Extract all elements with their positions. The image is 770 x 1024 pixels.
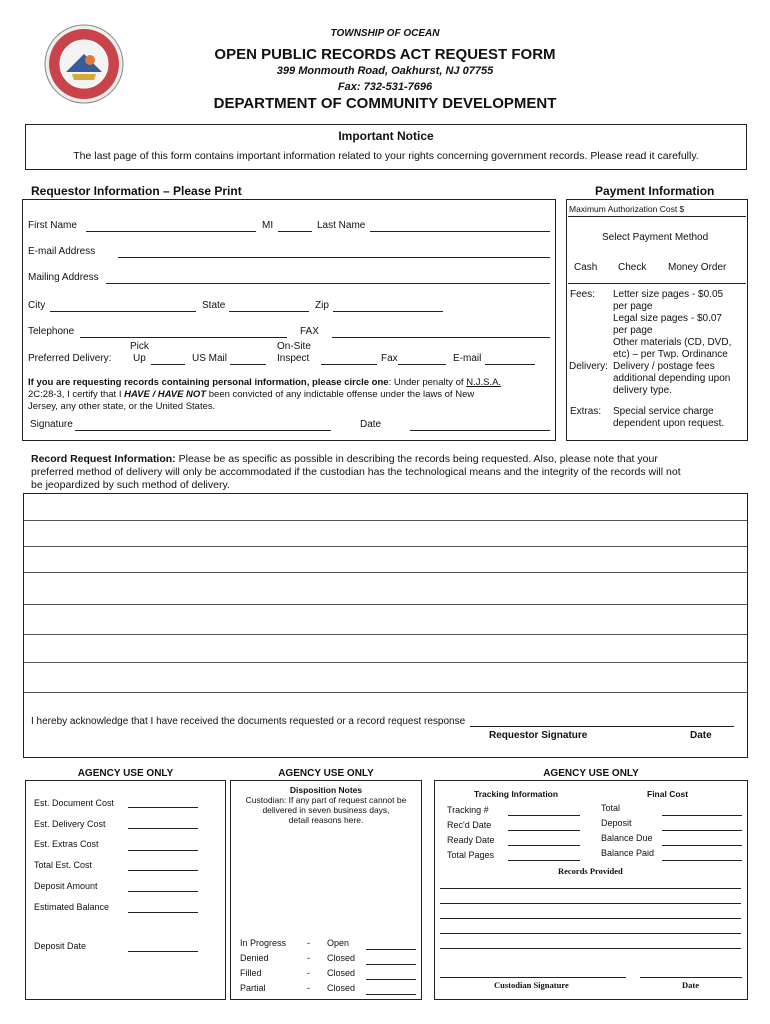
records-provided-line[interactable] (440, 888, 741, 889)
est-document-cost-field[interactable] (128, 807, 198, 808)
status-in-progress: In Progress (240, 938, 287, 948)
mailing-label: Mailing Address (28, 272, 99, 283)
status-dash: - (307, 953, 310, 963)
extras-line: dependent upon request. (613, 418, 725, 429)
last-name-field[interactable] (370, 231, 550, 232)
date-label: Date (360, 419, 382, 430)
requestor-heading: Requestor Information – Please Print (31, 184, 242, 198)
balance-due-label: Balance Due (601, 833, 653, 843)
fees-line: per page (613, 301, 653, 312)
cert-njsa: N.J.S.A. (466, 377, 502, 388)
record-request-text-1: Please be as specific as possible in describing the records being requested. Also, please note that your (175, 453, 658, 465)
final-cost-title: Final Cost (647, 789, 689, 799)
email-label: E-mail Address (28, 246, 96, 257)
payment-money-order-option[interactable]: Money Order (668, 262, 727, 273)
est-delivery-cost-label: Est. Delivery Cost (34, 819, 106, 829)
disposition-line: Custodian: If any part of request cannot be (245, 795, 407, 805)
fax-option-field[interactable] (398, 364, 446, 365)
payment-cash-option[interactable]: Cash (574, 262, 598, 273)
date-field[interactable] (410, 430, 550, 431)
mailing-field[interactable] (106, 283, 550, 284)
extras-line: Special service charge (613, 406, 714, 417)
notice-text: The last page of this form contains important information related to your rights concerning government records. Please read it carefully. (73, 150, 699, 162)
deposit-date-label: Deposit Date (34, 941, 87, 951)
cert-text-2b: been convicted of any indictable offense under the laws of New (206, 389, 475, 400)
select-payment-method-label: Select Payment Method (602, 232, 709, 243)
delivery-fee-label: Delivery: (569, 361, 608, 372)
zip-field[interactable] (333, 311, 443, 312)
custodian-date-field[interactable] (640, 977, 742, 978)
email-field[interactable] (118, 257, 550, 258)
status-partial-field[interactable] (366, 994, 416, 995)
status-dash: - (307, 983, 310, 993)
status-partial: Partial (240, 983, 266, 993)
first-name-field[interactable] (86, 231, 256, 232)
deposit-amount-field[interactable] (128, 891, 198, 892)
status-denied-field[interactable] (366, 964, 416, 965)
est-document-cost-label: Est. Document Cost (34, 798, 115, 808)
onsite-label: On-Site (277, 341, 311, 352)
have-have-not[interactable]: HAVE / HAVE NOT (124, 389, 207, 400)
state-label: State (202, 300, 226, 311)
record-request-row[interactable] (24, 604, 747, 605)
township-name: TOWNSHIP OF OCEAN (330, 28, 440, 39)
final-total-label: Total (601, 803, 621, 813)
recd-date-field[interactable] (508, 830, 580, 831)
fees-line: etc) – per Twp. Ordinance (613, 349, 728, 360)
custodian-signature-label: Custodian Signature (494, 980, 569, 990)
township-address: 399 Monmouth Road, Oakhurst, NJ 07755 (276, 65, 494, 77)
records-provided-line[interactable] (440, 948, 741, 949)
records-provided-line[interactable] (440, 903, 741, 904)
last-name-label: Last Name (317, 220, 366, 231)
estimated-balance-field[interactable] (128, 912, 198, 913)
payment-check-option[interactable]: Check (618, 262, 647, 273)
disposition-line: delivered in seven business days, (262, 805, 390, 815)
record-request-row[interactable] (24, 662, 747, 663)
ready-date-label: Ready Date (447, 835, 495, 845)
total-pages-label: Total Pages (447, 850, 495, 860)
fax-option-label: Fax (381, 353, 398, 364)
certification-line-3: Jersey, any other state, or the United States. (28, 401, 216, 412)
telephone-label: Telephone (28, 326, 75, 337)
est-extras-cost-label: Est. Extras Cost (34, 839, 99, 849)
records-provided-line[interactable] (440, 918, 741, 919)
status-filled: Filled (240, 968, 262, 978)
final-deposit-field[interactable] (662, 830, 742, 831)
ready-date-field[interactable] (508, 845, 580, 846)
extras-label: Extras: (570, 406, 602, 417)
delivery-line: delivery type. (613, 385, 672, 396)
record-request-row[interactable] (24, 572, 747, 573)
acknowledge-text: I hereby acknowledge that I have received the documents requested or a record request response (31, 716, 466, 727)
custodian-date-label: Date (682, 980, 699, 990)
state-field[interactable] (229, 311, 309, 312)
acknowledge-signature-field[interactable] (470, 726, 734, 727)
department-title: DEPARTMENT OF COMMUNITY DEVELOPMENT (213, 95, 557, 112)
total-est-cost-field[interactable] (128, 870, 198, 871)
status-dash: - (307, 938, 310, 948)
deposit-amount-label: Deposit Amount (34, 881, 98, 891)
final-total-field[interactable] (662, 815, 742, 816)
records-provided-line[interactable] (440, 933, 741, 934)
tracking-number-label: Tracking # (447, 805, 489, 815)
max-auth-label: Maximum Authorization Cost $ (569, 204, 685, 214)
us-mail-field[interactable] (230, 364, 266, 365)
total-pages-field[interactable] (508, 860, 580, 861)
up-label: Up (133, 353, 146, 364)
cert-bold-text: If you are requesting records containing personal information, please circle one (28, 377, 389, 388)
requestor-date-label: Date (690, 730, 712, 741)
preferred-delivery-label: Preferred Delivery: (28, 353, 112, 364)
fees-label: Fees: (570, 289, 596, 300)
record-request-line-1 (31, 453, 658, 465)
status-closed: Closed (327, 953, 356, 963)
status-closed: Closed (327, 983, 356, 993)
fees-line: Other materials (CD, DVD, (613, 337, 732, 348)
city-field[interactable] (50, 311, 196, 312)
status-in-progress-field[interactable] (366, 949, 416, 950)
total-est-cost-label: Total Est. Cost (34, 860, 93, 870)
city-label: City (28, 300, 46, 311)
agency-use-heading-2: AGENCY USE ONLY (278, 768, 374, 779)
balance-paid-field[interactable] (662, 860, 742, 861)
status-dash: - (307, 968, 310, 978)
record-request-row[interactable] (24, 546, 747, 547)
us-mail-label: US Mail (192, 353, 228, 364)
email-option-field[interactable] (485, 364, 535, 365)
form-title: OPEN PUBLIC RECORDS ACT REQUEST FORM (214, 46, 556, 63)
email-option-label: E-mail (453, 353, 482, 364)
cert-text-2a: 2C:28-3, I certify that I (28, 389, 125, 400)
tracking-number-field[interactable] (508, 815, 580, 816)
agency-use-heading-3: AGENCY USE ONLY (543, 768, 639, 779)
signature-field[interactable] (75, 430, 331, 431)
inspect-label: Inspect (277, 353, 310, 364)
final-deposit-label: Deposit (601, 818, 632, 828)
payment-heading: Payment Information (595, 184, 715, 198)
agency-use-heading-1: AGENCY USE ONLY (77, 768, 174, 779)
record-request-row[interactable] (24, 520, 747, 521)
certification-line-2 (28, 389, 474, 401)
fax-field[interactable] (332, 337, 550, 338)
certification-line-1 (28, 377, 501, 389)
custodian-signature-field[interactable] (440, 977, 626, 978)
cert-text-1: : Under penalty of (388, 377, 467, 388)
telephone-field[interactable] (80, 337, 287, 338)
status-open: Open (327, 938, 350, 948)
status-denied: Denied (240, 953, 269, 963)
requestor-signature-label: Requestor Signature (489, 730, 588, 741)
record-request-line-3: be jeopardized by such method of delivery. (31, 479, 230, 491)
est-extras-cost-field[interactable] (128, 850, 198, 851)
record-request-row[interactable] (24, 692, 747, 693)
township-fax: Fax: 732-531-7696 (337, 81, 433, 93)
delivery-line: Delivery / postage fees (613, 361, 715, 372)
est-delivery-cost-field[interactable] (128, 828, 198, 829)
balance-paid-label: Balance Paid (601, 848, 655, 858)
disposition-notes-title: Disposition Notes (289, 785, 363, 795)
fees-line: per page (613, 325, 653, 336)
payment-divider (568, 283, 746, 284)
pick-label: Pick (130, 341, 149, 352)
signature-label: Signature (30, 419, 73, 430)
zip-label: Zip (315, 300, 329, 311)
fax-label: FAX (300, 326, 319, 337)
balance-due-field[interactable] (662, 845, 742, 846)
inspect-field[interactable] (321, 364, 377, 365)
pickup-field[interactable] (151, 364, 185, 365)
mi-label: MI (262, 220, 274, 231)
record-request-line-2: preferred method of delivery will only be accommodated if the custodian has the technological means and the integrity of the records will not (31, 466, 681, 478)
fees-line: Legal size pages - $0.07 (613, 313, 722, 324)
deposit-date-field[interactable] (128, 951, 198, 952)
status-filled-field[interactable] (366, 979, 416, 980)
records-provided-label: Records Provided (558, 866, 623, 876)
disposition-line: detail reasons here. (288, 815, 364, 825)
notice-title: Important Notice (338, 129, 434, 143)
status-closed: Closed (327, 968, 356, 978)
recd-date-label: Rec'd Date (447, 820, 492, 830)
max-auth-field[interactable] (568, 216, 746, 217)
record-request-row[interactable] (24, 634, 747, 635)
record-request-heading: Record Request Information: (31, 453, 176, 465)
mi-field[interactable] (278, 231, 312, 232)
fees-line: Letter size pages - $0.05 (613, 289, 724, 300)
tracking-info-title: Tracking Information (474, 789, 559, 799)
first-name-label: First Name (28, 220, 77, 231)
delivery-line: additional depending upon (613, 373, 731, 384)
estimated-balance-label: Estimated Balance (34, 902, 110, 912)
